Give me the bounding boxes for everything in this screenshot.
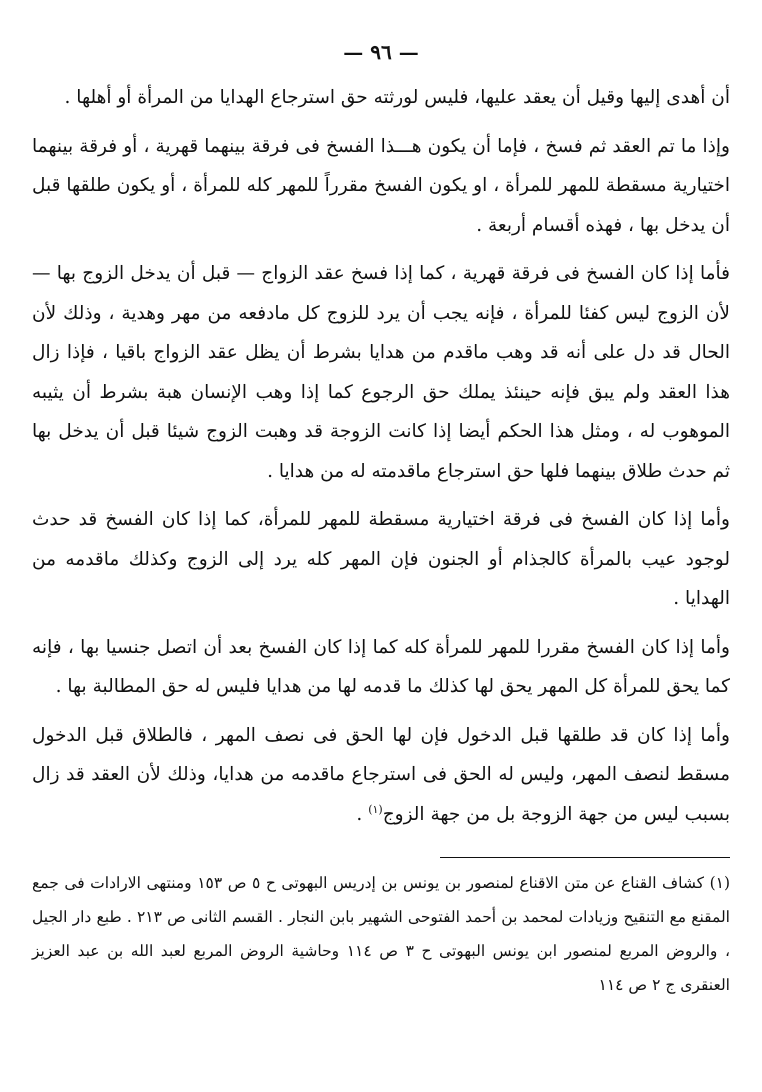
footnote-reference: (١) [368, 802, 383, 816]
paragraph-3: فأما إذا كان الفسخ فى فرقة قهرية ، كما إذا فسخ عقد الزواج — قبل أن يدخل الزوج بها — لأن الزوج ليس كفئا للمرأة ، فإنه يجب أن يرد للزوج كل مادفعه من مهر وهدية ، وذلك لأن الحال قد دل على أنه قد وهب ماقدم من هدايا بشرط أن يظل عقد الزواج باقيا ، فإذا زال هذا العقد ولم يبق فإنه حينئذ يملك حق الرجوع كما إذا وهب الإنسان هبة بشرط أن يثيبه الموهوب له ، ومثل هذا الحكم أيضا إذا كانت الزوجة قد وهبت الزوج شيئا قبل أن يدخل بها ثم حدث طلاق بينهما فلها حق استرجاع ماقدمته له من هدايا . [32, 263, 730, 482]
paragraph-1: أن أهدى إليها وقيل أن يعقد عليها، فليس لورثته حق استرجاع الهدايا من المرأة أو أهلها . [64, 87, 730, 108]
paragraph-5: وأما إذا كان الفسخ مقررا للمهر للمرأة كله كما إذا كان الفسخ بعد أن اتصل جنسيا بها ، فإنه كما يحق للمرأة كل المهر يحق لها كذلك ما قدمه لها من هدايا فليس له حق المطالبة بها . [32, 636, 730, 697]
paragraph-6: وأما إذا كان قد طلقها قبل الدخول فإن لها الحق فى نصف المهر ، فالطلاق قبل الدخول مسقط لنصف المهر، وليس له الحق فى استرجاع ماقدمه من هدايا، وذلك لأن العقد قد زال بسبب ليس من جهة الزوجة بل من جهة الزوج$^{(١)}$ . [32, 724, 730, 825]
page-number: — ٩٦ — [343, 40, 419, 64]
footnote-divider [440, 857, 730, 858]
footnote-text: (١) كشاف القناع عن متن الاقناع لمنصور بن يونس بن إدريس البهوتى ح ٥ ص ١٥٣ ومنتهى الارادات فى جمع المقنع مع التنقيح وزيادات لمحمد بن أحمد الفتوحى الشهير بابن النجار . القسم الثانى ص ٢١٣ . طبع دار الجيل ، والروض المربع لمنصور ابن يونس البهوتى ح ٣ ص ١١٤ وحاشية الروض المربع لعبد الله بن عبد العزيز العنقرى ج ٢ ص ١١٤ [32, 874, 731, 994]
footnote [32, 866, 730, 1002]
body-text [32, 78, 730, 843]
paragraph-6-text: وأما إذا كان قد طلقها قبل الدخول فإن لها الحق فى نصف المهر ، فالطلاق قبل الدخول مسقط لنصف المهر، وليس له الحق فى استرجاع ماقدمه من هدايا، وذلك لأن العقد قد زال بسبب ليس من جهة الزوجة بل من جهة الزوج [32, 724, 730, 825]
paragraph-2: وإذا ما تم العقد ثم فسخ ، فإما أن يكون هـــذا الفسخ فى فرقة بينهما قهرية ، أو فرقة بينهما اختيارية مسقطة للمهر للمرأة ، او يكون الفسخ مقرراً للمهر كله للمرأة ، أو يكون طلقها قبل أن يدخل بها ، فهذه أقسام أربعة . [32, 135, 730, 236]
paragraph-4: وأما إذا كان الفسخ فى فرقة اختيارية مسقطة للمهر للمرأة، كما إذا كان الفسخ قد حدث لوجود عيب بالمرأة كالجذام أو الجنون فإن المهر كله يرد إلى الزوج وكذلك ماقدمه من الهدايا . [32, 509, 730, 609]
